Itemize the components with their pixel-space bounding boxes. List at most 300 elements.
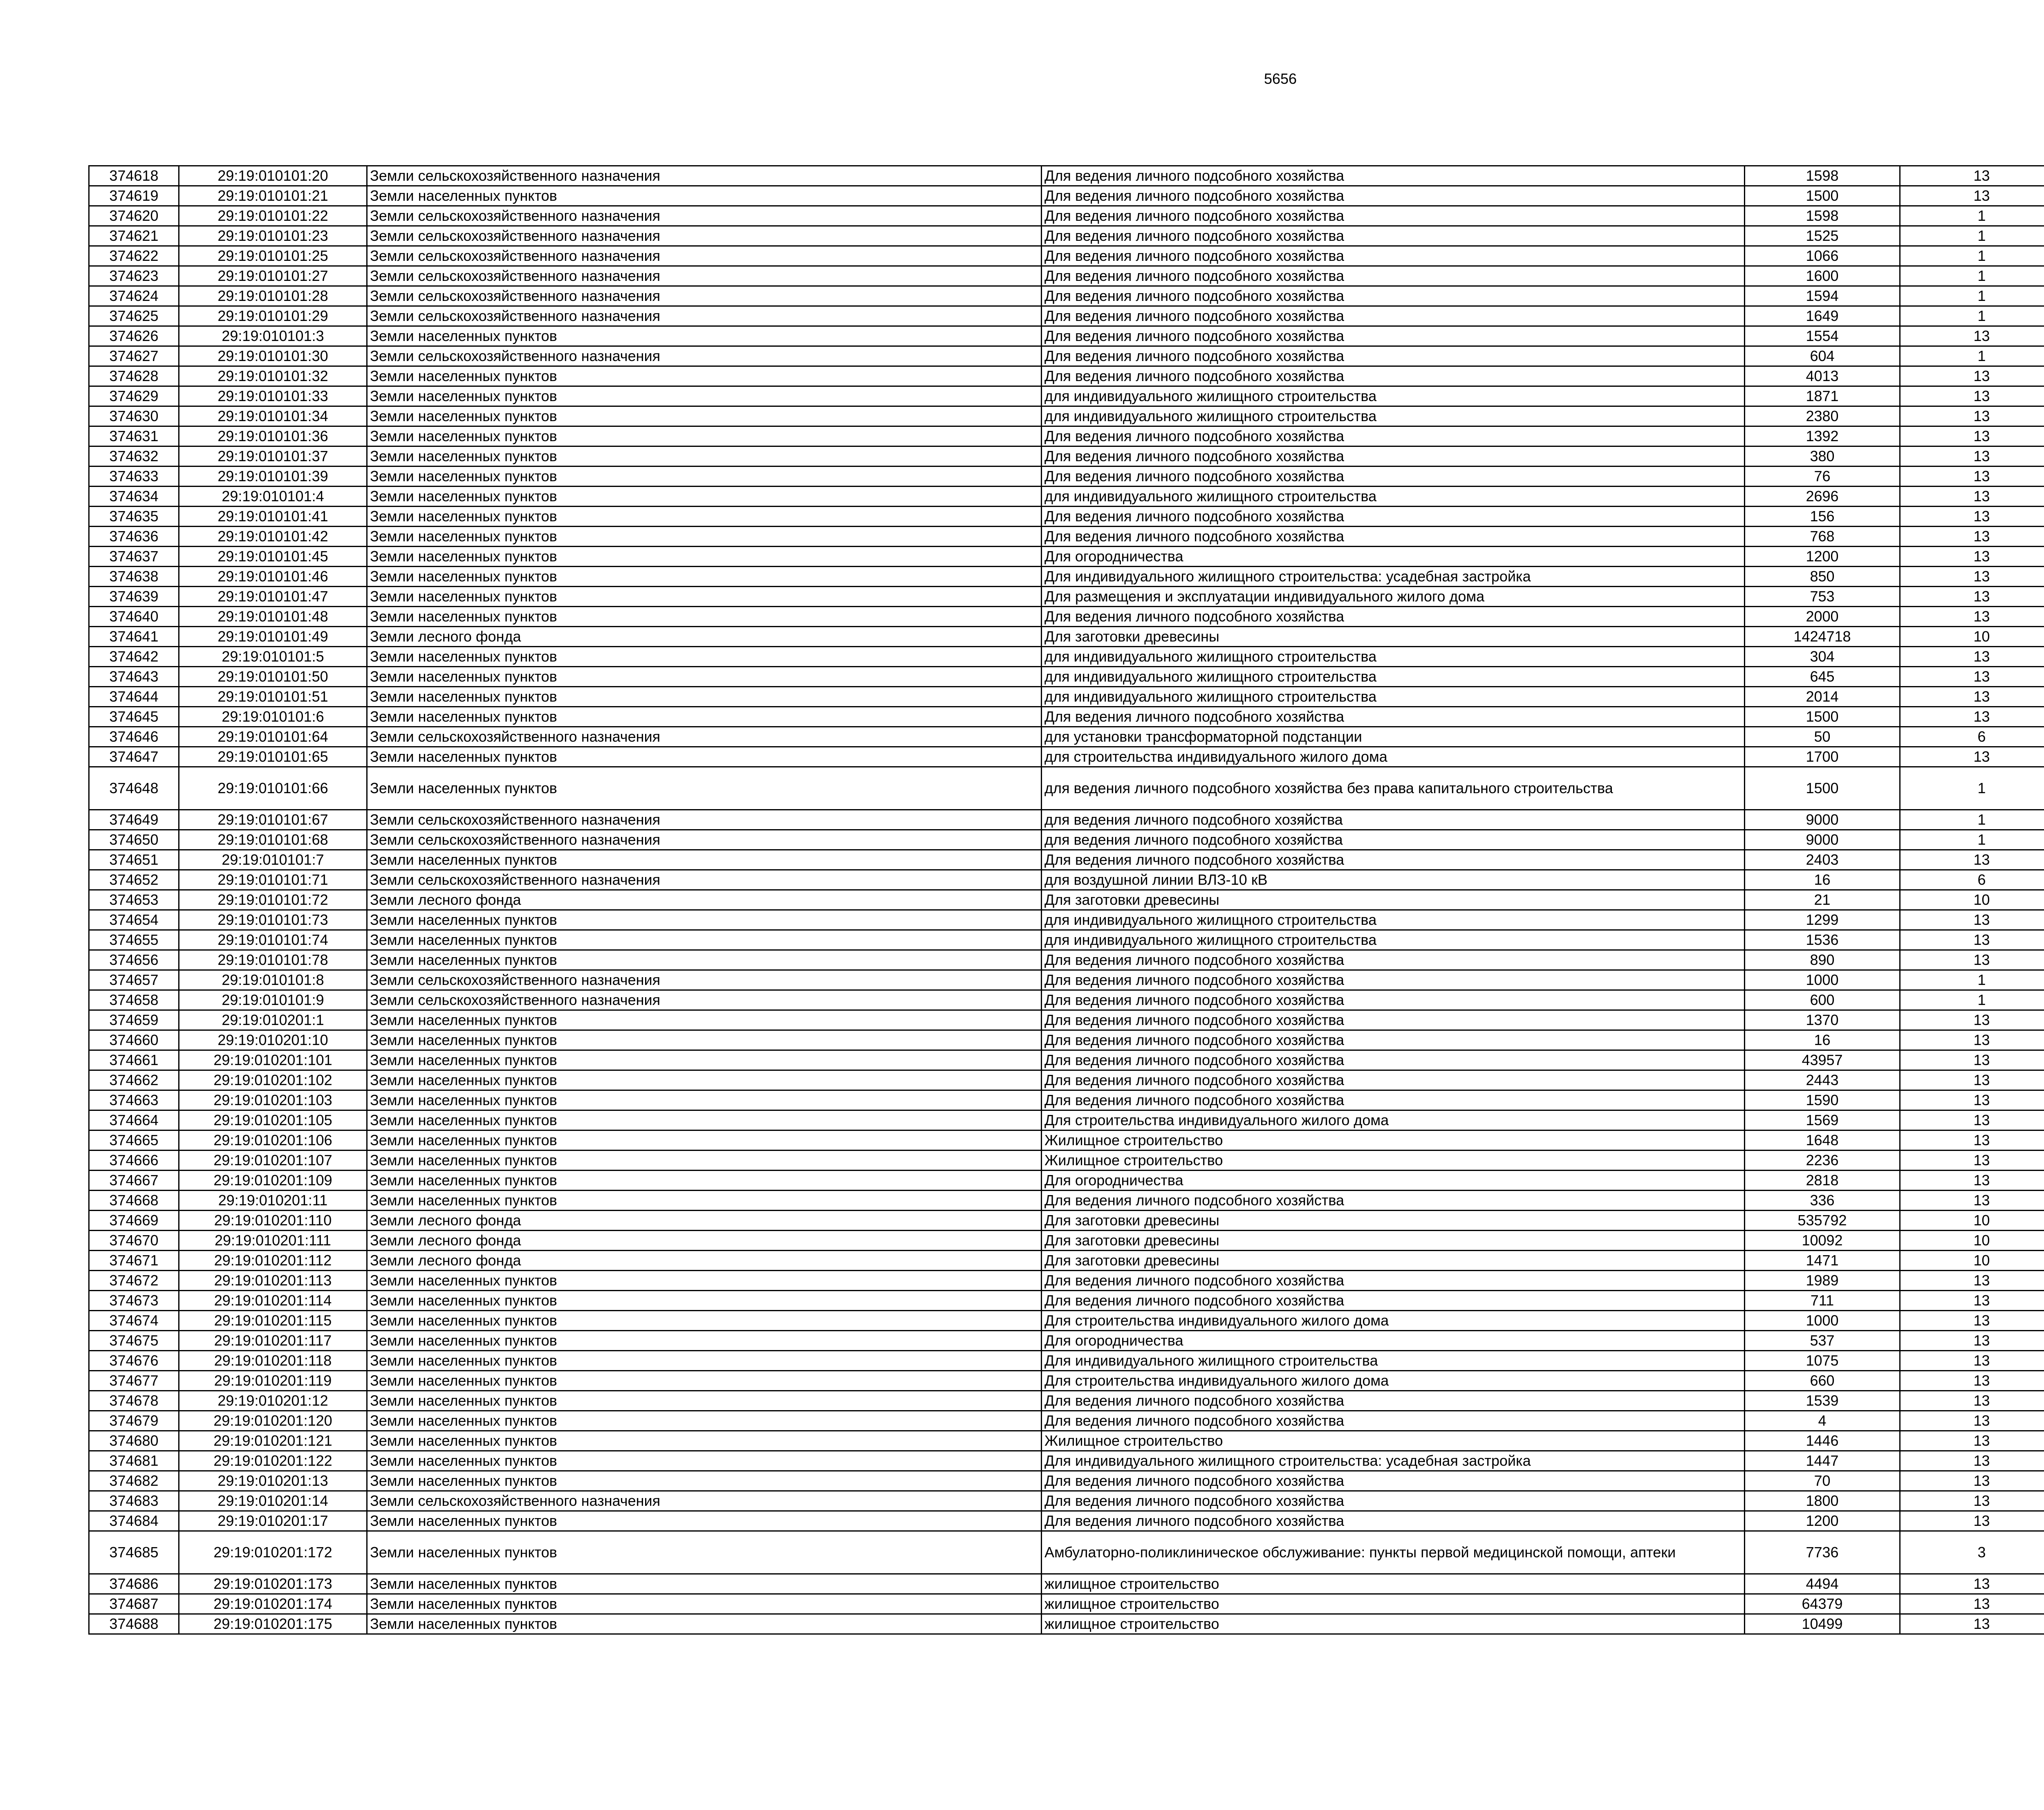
record-id-cell: 374638 [89, 567, 179, 587]
table-row [89, 547, 2044, 567]
area-cell: 43957 [1745, 1050, 1900, 1070]
permitted-use-cell: Для заготовки древесины [1042, 1231, 1745, 1251]
record-id-cell: 374645 [89, 707, 179, 727]
table-row [89, 1511, 2044, 1531]
cadastral-number-cell: 29:19:010101:30 [179, 346, 367, 366]
record-id-cell: 374675 [89, 1331, 179, 1351]
group-cell: 10 [1900, 890, 2044, 910]
record-id-cell: 374646 [89, 727, 179, 747]
permitted-use-cell: Для ведения личного подсобного хозяйства [1042, 1070, 1745, 1090]
cadastral-number-cell: 29:19:010101:39 [179, 467, 367, 487]
table-row [89, 1271, 2044, 1291]
land-category-cell: Земли населенных пунктов [367, 1351, 1042, 1371]
area-cell: 1989 [1745, 1271, 1900, 1291]
permitted-use-cell: Для ведения личного подсобного хозяйства [1042, 1511, 1745, 1531]
record-id-cell: 374665 [89, 1130, 179, 1151]
table-row [89, 607, 2044, 627]
group-cell: 13 [1900, 567, 2044, 587]
permitted-use-cell: для воздушной линии ВЛЗ-10 кВ [1042, 870, 1745, 890]
cadastral-number-cell: 29:19:010101:37 [179, 446, 367, 467]
cadastral-number-cell: 29:19:010201:1 [179, 1010, 367, 1030]
permitted-use-cell: Для ведения личного подсобного хозяйства [1042, 1491, 1745, 1511]
record-id-cell: 374662 [89, 1070, 179, 1090]
table-row [89, 587, 2044, 607]
land-category-cell: Земли населенных пунктов [367, 406, 1042, 426]
land-category-cell: Земли населенных пунктов [367, 186, 1042, 206]
permitted-use-cell: Для индивидуального жилищного строительства: усадебная застройка [1042, 1451, 1745, 1471]
table-row [89, 950, 2044, 970]
group-cell: 13 [1900, 386, 2044, 406]
area-cell: 1370 [1745, 1010, 1900, 1030]
area-cell: 753 [1745, 587, 1900, 607]
land-category-cell: Земли населенных пунктов [367, 1291, 1042, 1311]
land-category-cell: Земли населенных пунктов [367, 767, 1042, 810]
record-id-cell: 374651 [89, 850, 179, 870]
permitted-use-cell: Для ведения личного подсобного хозяйства [1042, 266, 1745, 286]
permitted-use-cell: для ведения личного подсобного хозяйства без права капитального строительства [1042, 767, 1745, 810]
group-cell: 13 [1900, 747, 2044, 767]
area-cell: 1471 [1745, 1251, 1900, 1271]
land-category-cell: Земли сельскохозяйственного назначения [367, 810, 1042, 830]
table-row [89, 1110, 2044, 1130]
table-row [89, 990, 2044, 1010]
cadastral-number-cell: 29:19:010201:119 [179, 1371, 367, 1391]
cadastral-number-cell: 29:19:010201:118 [179, 1351, 367, 1371]
table-row [89, 206, 2044, 226]
cadastral-number-cell: 29:19:010201:110 [179, 1211, 367, 1231]
area-cell: 604 [1745, 346, 1900, 366]
permitted-use-cell: для ведения личного подсобного хозяйства [1042, 830, 1745, 850]
area-cell: 16 [1745, 1030, 1900, 1050]
table-row [89, 1594, 2044, 1614]
permitted-use-cell: Для заготовки древесины [1042, 627, 1745, 647]
table-row [89, 1231, 2044, 1251]
land-category-cell: Земли населенных пунктов [367, 587, 1042, 607]
permitted-use-cell: жилищное строительство [1042, 1614, 1745, 1634]
cadastral-number-cell: 29:19:010201:11 [179, 1191, 367, 1211]
permitted-use-cell: Для ведения личного подсобного хозяйства [1042, 507, 1745, 527]
area-cell: 1500 [1745, 767, 1900, 810]
land-category-cell: Земли населенных пунктов [367, 1070, 1042, 1090]
group-cell: 13 [1900, 950, 2044, 970]
permitted-use-cell: Для ведения личного подсобного хозяйства [1042, 990, 1745, 1010]
area-cell: 1600 [1745, 266, 1900, 286]
cadastral-number-cell: 29:19:010101:9 [179, 990, 367, 1010]
table-row [89, 306, 2044, 326]
group-cell: 10 [1900, 1211, 2044, 1231]
area-cell: 600 [1745, 990, 1900, 1010]
land-category-cell: Земли населенных пунктов [367, 1531, 1042, 1574]
cadastral-number-cell: 29:19:010201:102 [179, 1070, 367, 1090]
group-cell: 13 [1900, 1511, 2044, 1531]
group-cell: 1 [1900, 346, 2044, 366]
cadastral-number-cell: 29:19:010101:8 [179, 970, 367, 990]
record-id-cell: 374628 [89, 366, 179, 386]
cadastral-number-cell: 29:19:010201:173 [179, 1574, 367, 1594]
record-id-cell: 374663 [89, 1090, 179, 1110]
permitted-use-cell: для индивидуального жилищного строительства [1042, 687, 1745, 707]
table-row [89, 1151, 2044, 1171]
land-category-cell: Земли лесного фонда [367, 890, 1042, 910]
group-cell: 13 [1900, 1391, 2044, 1411]
record-id-cell: 374684 [89, 1511, 179, 1531]
permitted-use-cell: Для огородничества [1042, 1331, 1745, 1351]
table-row [89, 1531, 2044, 1574]
land-category-cell: Земли населенных пунктов [367, 1010, 1042, 1030]
record-id-cell: 374673 [89, 1291, 179, 1311]
area-cell: 1800 [1745, 1491, 1900, 1511]
land-category-cell: Земли населенных пунктов [367, 1030, 1042, 1050]
cadastral-number-cell: 29:19:010101:6 [179, 707, 367, 727]
cadastral-number-cell: 29:19:010101:34 [179, 406, 367, 426]
group-cell: 6 [1900, 727, 2044, 747]
permitted-use-cell: Для ведения личного подсобного хозяйства [1042, 950, 1745, 970]
table-row [89, 446, 2044, 467]
record-id-cell: 374670 [89, 1231, 179, 1251]
record-id-cell: 374674 [89, 1311, 179, 1331]
land-category-cell: Земли населенных пунктов [367, 607, 1042, 627]
table-row [89, 1010, 2044, 1030]
group-cell: 13 [1900, 910, 2044, 930]
group-cell: 1 [1900, 206, 2044, 226]
area-cell: 2236 [1745, 1151, 1900, 1171]
record-id-cell: 374678 [89, 1391, 179, 1411]
record-id-cell: 374667 [89, 1171, 179, 1191]
land-category-cell: Земли лесного фонда [367, 1231, 1042, 1251]
area-cell: 380 [1745, 446, 1900, 467]
table-row [89, 1471, 2044, 1491]
group-cell: 13 [1900, 446, 2044, 467]
permitted-use-cell: Жилищное строительство [1042, 1151, 1745, 1171]
area-cell: 336 [1745, 1191, 1900, 1211]
record-id-cell: 374682 [89, 1471, 179, 1491]
record-id-cell: 374623 [89, 266, 179, 286]
group-cell: 13 [1900, 1594, 2044, 1614]
area-cell: 1700 [1745, 747, 1900, 767]
cadastral-number-cell: 29:19:010101:22 [179, 206, 367, 226]
record-id-cell: 374656 [89, 950, 179, 970]
land-category-cell: Земли сельскохозяйственного назначения [367, 727, 1042, 747]
table-row [89, 1371, 2044, 1391]
area-cell: 9000 [1745, 810, 1900, 830]
cadastral-number-cell: 29:19:010101:4 [179, 487, 367, 507]
group-cell: 1 [1900, 306, 2044, 326]
area-cell: 50 [1745, 727, 1900, 747]
group-cell: 13 [1900, 1574, 2044, 1594]
table-row [89, 647, 2044, 667]
table-row [89, 707, 2044, 727]
record-id-cell: 374624 [89, 286, 179, 306]
group-cell: 13 [1900, 1291, 2044, 1311]
cadastral-number-cell: 29:19:010201:122 [179, 1451, 367, 1471]
table-row [89, 890, 2044, 910]
land-category-cell: Земли населенных пунктов [367, 507, 1042, 527]
cadastral-number-cell: 29:19:010201:121 [179, 1431, 367, 1451]
cadastral-number-cell: 29:19:010201:17 [179, 1511, 367, 1531]
group-cell: 13 [1900, 707, 2044, 727]
cadastral-number-cell: 29:19:010101:78 [179, 950, 367, 970]
group-cell: 13 [1900, 1431, 2044, 1451]
cadastral-number-cell: 29:19:010201:13 [179, 1471, 367, 1491]
area-cell: 10092 [1745, 1231, 1900, 1251]
record-id-cell: 374681 [89, 1451, 179, 1471]
group-cell: 13 [1900, 406, 2044, 426]
table-row [89, 1614, 2044, 1634]
permitted-use-cell: для ведения личного подсобного хозяйства [1042, 810, 1745, 830]
cadastral-number-cell: 29:19:010101:68 [179, 830, 367, 850]
area-cell: 1000 [1745, 1311, 1900, 1331]
permitted-use-cell: для индивидуального жилищного строительства [1042, 910, 1745, 930]
permitted-use-cell: Для огородничества [1042, 1171, 1745, 1191]
group-cell: 13 [1900, 1351, 2044, 1371]
area-cell: 1500 [1745, 707, 1900, 727]
land-category-cell: Земли населенных пунктов [367, 1574, 1042, 1594]
permitted-use-cell: для установки трансформаторной подстанции [1042, 727, 1745, 747]
land-category-cell: Земли населенных пунктов [367, 527, 1042, 547]
area-cell: 2696 [1745, 487, 1900, 507]
table-row [89, 567, 2044, 587]
area-cell: 16 [1745, 870, 1900, 890]
permitted-use-cell: Для ведения личного подсобного хозяйства [1042, 1411, 1745, 1431]
record-id-cell: 374648 [89, 767, 179, 810]
record-id-cell: 374629 [89, 386, 179, 406]
permitted-use-cell: Для ведения личного подсобного хозяйства [1042, 186, 1745, 206]
group-cell: 13 [1900, 687, 2044, 707]
group-cell: 1 [1900, 226, 2044, 246]
group-cell: 1 [1900, 970, 2044, 990]
area-cell: 2014 [1745, 687, 1900, 707]
cadastral-registry-table [88, 165, 2044, 1635]
record-id-cell: 374621 [89, 226, 179, 246]
cadastral-number-cell: 29:19:010201:103 [179, 1090, 367, 1110]
group-cell: 13 [1900, 1311, 2044, 1331]
cadastral-number-cell: 29:19:010101:65 [179, 747, 367, 767]
cadastral-number-cell: 29:19:010201:101 [179, 1050, 367, 1070]
record-id-cell: 374632 [89, 446, 179, 467]
group-cell: 1 [1900, 810, 2044, 830]
group-cell: 13 [1900, 1451, 2044, 1471]
cadastral-number-cell: 29:19:010101:46 [179, 567, 367, 587]
permitted-use-cell: Жилищное строительство [1042, 1130, 1745, 1151]
record-id-cell: 374661 [89, 1050, 179, 1070]
land-category-cell: Земли населенных пунктов [367, 446, 1042, 467]
cadastral-number-cell: 29:19:010101:25 [179, 246, 367, 266]
permitted-use-cell: Для ведения личного подсобного хозяйства [1042, 467, 1745, 487]
table-row [89, 507, 2044, 527]
record-id-cell: 374641 [89, 627, 179, 647]
land-category-cell: Земли населенных пунктов [367, 647, 1042, 667]
land-category-cell: Земли сельскохозяйственного назначения [367, 970, 1042, 990]
record-id-cell: 374637 [89, 547, 179, 567]
table-row [89, 226, 2044, 246]
table-row [89, 970, 2044, 990]
group-cell: 10 [1900, 1251, 2044, 1271]
record-id-cell: 374622 [89, 246, 179, 266]
land-category-cell: Земли населенных пунктов [367, 326, 1042, 346]
record-id-cell: 374644 [89, 687, 179, 707]
land-category-cell: Земли населенных пунктов [367, 1130, 1042, 1151]
cadastral-number-cell: 29:19:010201:174 [179, 1594, 367, 1614]
land-category-cell: Земли населенных пунктов [367, 1431, 1042, 1451]
table-row [89, 487, 2044, 507]
land-category-cell: Земли населенных пунктов [367, 547, 1042, 567]
area-cell: 2818 [1745, 1171, 1900, 1191]
cadastral-number-cell: 29:19:010101:21 [179, 186, 367, 206]
group-cell: 13 [1900, 547, 2044, 567]
record-id-cell: 374642 [89, 647, 179, 667]
group-cell: 13 [1900, 850, 2044, 870]
table-row [89, 406, 2044, 426]
area-cell: 535792 [1745, 1211, 1900, 1231]
group-cell: 13 [1900, 527, 2044, 547]
area-cell: 4494 [1745, 1574, 1900, 1594]
table-row [89, 1391, 2044, 1411]
record-id-cell: 374639 [89, 587, 179, 607]
permitted-use-cell: Для индивидуального жилищного строительства [1042, 1351, 1745, 1371]
permitted-use-cell: Для заготовки древесины [1042, 890, 1745, 910]
land-category-cell: Земли населенных пунктов [367, 1391, 1042, 1411]
table-row [89, 1171, 2044, 1191]
cadastral-number-cell: 29:19:010101:51 [179, 687, 367, 707]
area-cell: 1598 [1745, 206, 1900, 226]
area-cell: 64379 [1745, 1594, 1900, 1614]
cadastral-number-cell: 29:19:010101:72 [179, 890, 367, 910]
land-category-cell: Земли населенных пунктов [367, 707, 1042, 727]
permitted-use-cell: Для ведения личного подсобного хозяйства [1042, 226, 1745, 246]
land-category-cell: Земли населенных пунктов [367, 386, 1042, 406]
permitted-use-cell: Для ведения личного подсобного хозяйства [1042, 1471, 1745, 1491]
group-cell: 13 [1900, 1010, 2044, 1030]
record-id-cell: 374659 [89, 1010, 179, 1030]
land-category-cell: Земли населенных пунктов [367, 1110, 1042, 1130]
table-row [89, 1211, 2044, 1231]
permitted-use-cell: Для заготовки древесины [1042, 1211, 1745, 1231]
cadastral-number-cell: 29:19:010201:107 [179, 1151, 367, 1171]
record-id-cell: 374664 [89, 1110, 179, 1130]
group-cell: 13 [1900, 1130, 2044, 1151]
cadastral-number-cell: 29:19:010201:109 [179, 1171, 367, 1191]
table-row [89, 527, 2044, 547]
area-cell: 711 [1745, 1291, 1900, 1311]
area-cell: 1569 [1745, 1110, 1900, 1130]
cadastral-number-cell: 29:19:010101:74 [179, 930, 367, 950]
group-cell: 13 [1900, 1070, 2044, 1090]
area-cell: 1066 [1745, 246, 1900, 266]
table-row [89, 186, 2044, 206]
permitted-use-cell: Для размещения и эксплуатации индивидуального жилого дома [1042, 587, 1745, 607]
cadastral-number-cell: 29:19:010201:117 [179, 1331, 367, 1351]
group-cell: 1 [1900, 990, 2044, 1010]
land-category-cell: Земли населенных пунктов [367, 1311, 1042, 1331]
area-cell: 4013 [1745, 366, 1900, 386]
land-category-cell: Земли населенных пунктов [367, 1471, 1042, 1491]
record-id-cell: 374634 [89, 487, 179, 507]
land-category-cell: Земли населенных пунктов [367, 930, 1042, 950]
land-category-cell: Земли сельскохозяйственного назначения [367, 266, 1042, 286]
land-category-cell: Земли сельскохозяйственного назначения [367, 166, 1042, 186]
cadastral-number-cell: 29:19:010201:106 [179, 1130, 367, 1151]
area-cell: 9000 [1745, 830, 1900, 850]
cadastral-number-cell: 29:19:010101:36 [179, 426, 367, 446]
land-category-cell: Земли сельскохозяйственного назначения [367, 346, 1042, 366]
group-cell: 13 [1900, 1090, 2044, 1110]
permitted-use-cell: жилищное строительство [1042, 1574, 1745, 1594]
table-row [89, 467, 2044, 487]
area-cell: 2000 [1745, 607, 1900, 627]
land-category-cell: Земли сельскохозяйственного назначения [367, 870, 1042, 890]
permitted-use-cell: для индивидуального жилищного строительства [1042, 647, 1745, 667]
group-cell: 6 [1900, 870, 2044, 890]
land-category-cell: Земли населенных пунктов [367, 426, 1042, 446]
record-id-cell: 374685 [89, 1531, 179, 1574]
group-cell: 13 [1900, 930, 2044, 950]
land-category-cell: Земли населенных пунктов [367, 850, 1042, 870]
cadastral-number-cell: 29:19:010101:20 [179, 166, 367, 186]
cadastral-number-cell: 29:19:010201:12 [179, 1391, 367, 1411]
area-cell: 1424718 [1745, 627, 1900, 647]
area-cell: 1200 [1745, 1511, 1900, 1531]
table-row [89, 1050, 2044, 1070]
table-row [89, 727, 2044, 747]
record-id-cell: 374683 [89, 1491, 179, 1511]
group-cell: 13 [1900, 1191, 2044, 1211]
area-cell: 660 [1745, 1371, 1900, 1391]
area-cell: 1590 [1745, 1090, 1900, 1110]
record-id-cell: 374668 [89, 1191, 179, 1211]
land-category-cell: Земли населенных пунктов [367, 1191, 1042, 1211]
group-cell: 13 [1900, 326, 2044, 346]
area-cell: 1500 [1745, 186, 1900, 206]
cadastral-number-cell: 29:19:010201:175 [179, 1614, 367, 1634]
cadastral-number-cell: 29:19:010101:48 [179, 607, 367, 627]
group-cell: 13 [1900, 647, 2044, 667]
cadastral-number-cell: 29:19:010101:29 [179, 306, 367, 326]
permitted-use-cell: Для индивидуального жилищного строительства: усадебная застройка [1042, 567, 1745, 587]
land-category-cell: Земли сельскохозяйственного назначения [367, 246, 1042, 266]
cadastral-number-cell: 29:19:010101:66 [179, 767, 367, 810]
group-cell: 1 [1900, 830, 2044, 850]
group-cell: 1 [1900, 266, 2044, 286]
record-id-cell: 374626 [89, 326, 179, 346]
record-id-cell: 374619 [89, 186, 179, 206]
cadastral-number-cell: 29:19:010101:28 [179, 286, 367, 306]
land-category-cell: Земли населенных пунктов [367, 487, 1042, 507]
table-row [89, 366, 2044, 386]
group-cell: 13 [1900, 1030, 2044, 1050]
group-cell: 13 [1900, 1491, 2044, 1511]
table-row [89, 747, 2044, 767]
table-row [89, 930, 2044, 950]
area-cell: 1075 [1745, 1351, 1900, 1371]
area-cell: 4 [1745, 1411, 1900, 1431]
permitted-use-cell: Для огородничества [1042, 547, 1745, 567]
permitted-use-cell: Для ведения личного подсобного хозяйства [1042, 366, 1745, 386]
area-cell: 1598 [1745, 166, 1900, 186]
record-id-cell: 374679 [89, 1411, 179, 1431]
land-category-cell: Земли населенных пунктов [367, 667, 1042, 687]
cadastral-number-cell: 29:19:010201:105 [179, 1110, 367, 1130]
area-cell: 2403 [1745, 850, 1900, 870]
record-id-cell: 374627 [89, 346, 179, 366]
record-id-cell: 374650 [89, 830, 179, 850]
cadastral-number-cell: 29:19:010201:172 [179, 1531, 367, 1574]
permitted-use-cell: Для ведения личного подсобного хозяйства [1042, 1191, 1745, 1211]
permitted-use-cell: Для ведения личного подсобного хозяйства [1042, 426, 1745, 446]
land-category-cell: Земли населенных пунктов [367, 910, 1042, 930]
record-id-cell: 374666 [89, 1151, 179, 1171]
permitted-use-cell: Для ведения личного подсобного хозяйства [1042, 1090, 1745, 1110]
permitted-use-cell: Для ведения личного подсобного хозяйства [1042, 1050, 1745, 1070]
